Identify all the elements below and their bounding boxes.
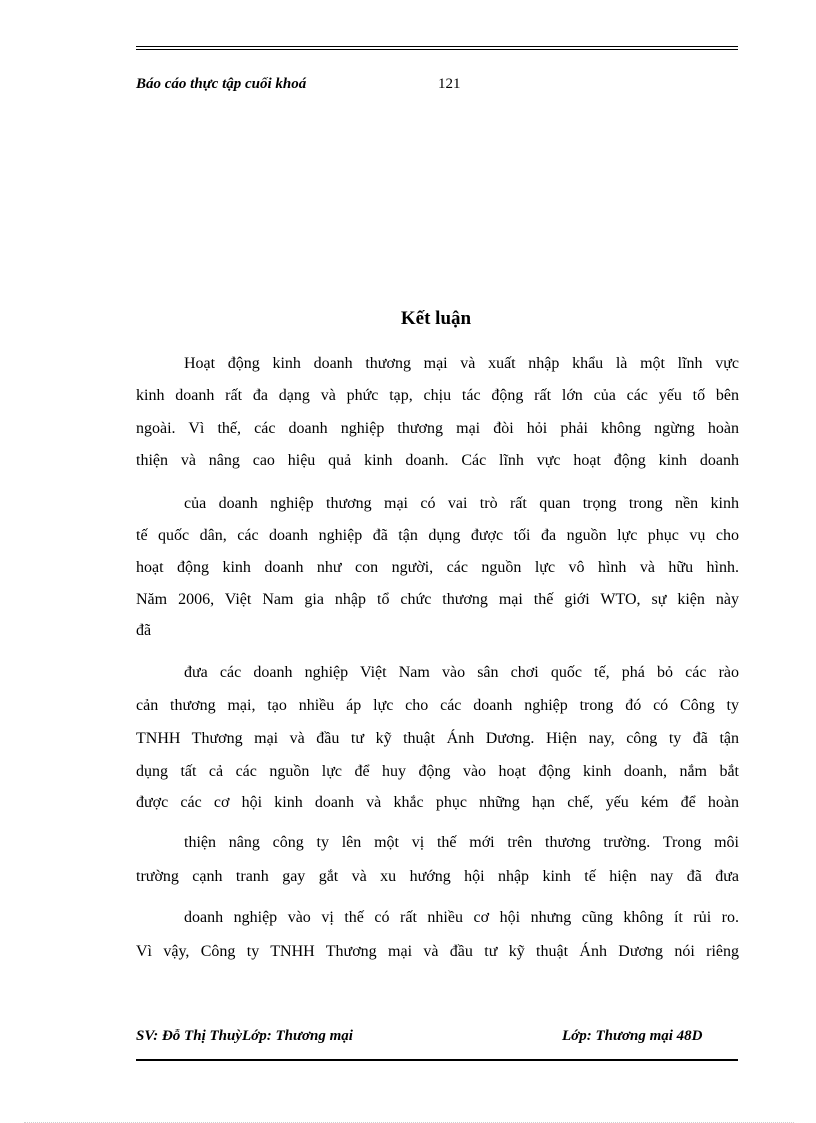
- text-line: thiện và nâng cao hiệu quả kinh doanh. Các lĩnh vực hoạt động kinh doanh: [136, 452, 739, 469]
- footer-class-info: Lớp: Thương mại 48D: [562, 1028, 703, 1044]
- text-line: Hoạt động kinh doanh thương mại và xuất nhập khẩu là một lĩnh vực: [184, 355, 739, 372]
- text-line: trường cạnh tranh gay gắt và xu hướng hội nhập kinh tế hiện nay đã đưa: [136, 868, 739, 885]
- text-line: TNHH Thương mại và đầu tư kỹ thuật Ánh Dương. Hiện nay, công ty đã tận: [136, 730, 739, 747]
- text-line: thiện nâng công ty lên một vị thế mới trên thương trường. Trong môi: [184, 834, 739, 851]
- text-line: Vì vậy, Công ty TNHH Thương mại và đầu tư kỹ thuật Ánh Dương nói riêng: [136, 943, 739, 960]
- text-line: hoạt động kinh doanh như con người, các nguồn lực vô hình và hữu hình.: [136, 559, 739, 576]
- text-line: dụng tất cả các nguồn lực để huy động vào hoạt động kinh doanh, nắm bắt: [136, 763, 739, 780]
- text-line: đưa các doanh nghiệp Việt Nam vào sân chơi quốc tế, phá bỏ các rào: [184, 664, 739, 681]
- text-line: ngoài. Vì thế, các doanh nghiệp thương mại đòi hỏi phải không ngừng hoàn: [136, 420, 739, 437]
- text-line: tế quốc dân, các doanh nghiệp đã tận dụng được tối đa nguồn lực phục vụ cho: [136, 527, 739, 544]
- header-title: Báo cáo thực tập cuối khoá: [136, 76, 307, 92]
- text-line: đã: [136, 622, 152, 639]
- header-top-rule-second: [136, 49, 738, 50]
- section-heading: Kết luận: [400, 308, 472, 329]
- text-line: doanh nghiệp vào vị thế có rất nhiều cơ hội nhưng cũng không ít rủi ro.: [184, 909, 739, 926]
- text-line: kinh doanh rất đa dạng và phức tạp, chịu tác động rất lớn của các yếu tố bên: [136, 387, 739, 404]
- text-line: của doanh nghiệp thương mại có vai trò rất quan trọng trong nền kinh: [184, 495, 739, 512]
- header-top-rule: [136, 46, 738, 47]
- text-line: Năm 2006, Việt Nam gia nhập tổ chức thương mại thế giới WTO, sự kiện này: [136, 591, 739, 608]
- footer-student-info: SV: Đỗ Thị ThuỳLớp: Thương mại: [136, 1028, 353, 1044]
- page-number: 121: [438, 76, 461, 92]
- text-line: cản thương mại, tạo nhiều áp lực cho các doanh nghiệp trong đó có Công ty: [136, 697, 739, 714]
- footer-rule: [136, 1059, 738, 1061]
- text-line: được các cơ hội kinh doanh và khắc phục những hạn chế, yếu kém để hoàn: [136, 794, 739, 811]
